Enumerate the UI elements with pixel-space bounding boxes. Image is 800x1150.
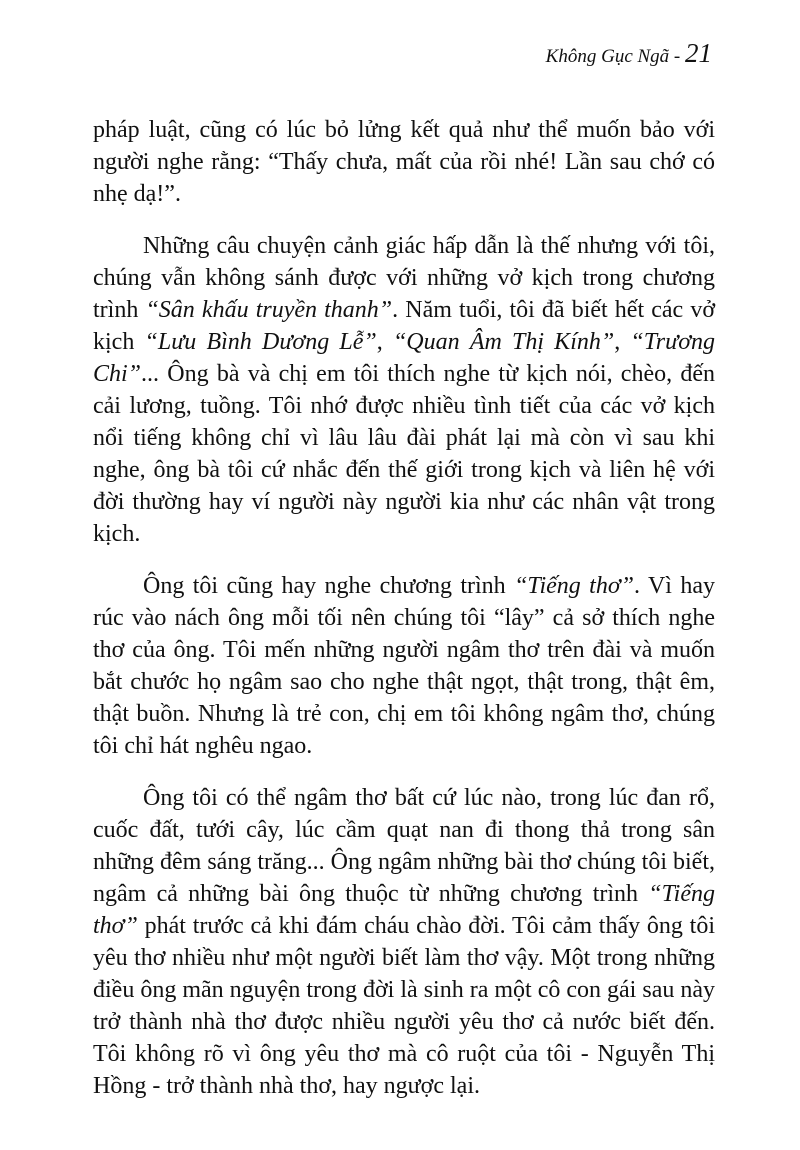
text-span: , [614,329,631,355]
paragraph-3 [93,570,715,762]
header-separator: - [669,46,685,67]
text-span: Ông tôi có thể ngâm thơ bất cứ lúc nào, trong lúc đan rổ, cuốc đất, tưới cây, lúc cầm quạt nan đi thong thả trong sân những đêm sáng trăng... Ông ngâm những bài thơ chúng tôi biết, ngâm cả những bài ông thuộc từ những chương trình [93,785,715,907]
play-title-quan-am-thi-kinh: “Quan Âm Thị Kính” [392,329,615,355]
program-title-tieng-tho: “Tiếng thơ” [514,573,634,599]
paragraph-4 [93,782,715,1102]
text-span: . Vì hay rúc vào nách ông mỗi tối nên chúng tôi “lây” cả sở thích nghe thơ của ông. Tôi mến những người ngâm thơ trên đài và muốn bắt chước họ ngâm sao cho nghe thật ngọt, thật trong, thật êm, thật buồn. Nhưng là trẻ con, chị em tôi không ngâm thơ, chúng tôi chỉ hát nghêu ngao. [93,573,716,759]
play-title-truong-chi: “Trương Chi” [93,329,716,387]
paragraph-2 [93,230,715,550]
text-span: , [376,329,393,355]
text-span: . Năm tuổi, tôi đã biết hết các vở kịch [93,297,716,355]
text-span: Ông tôi cũng hay nghe chương trình [143,573,515,599]
program-title-san-khau-truyen-thanh: “Sân khấu truyền thanh” [145,297,393,323]
paragraph-1 [93,114,715,210]
page-number: 21 [685,38,712,68]
play-title-luu-binh-duong-le: “Lưu Bình Dương Lễ” [144,329,377,355]
running-header [546,38,712,69]
body-text [93,114,715,1122]
text-span: Những câu chuyện cảnh giác hấp dẫn là thế nhưng với tôi, chúng vẫn không sánh được với những vở kịch trong chương trình [93,233,715,323]
program-title-tieng-tho: “Tiếng thơ” [93,881,715,939]
text-span: pháp luật, cũng có lúc bỏ lửng kết quả như thể muốn bảo với người nghe rằng: “Thấy chưa, mất của rồi nhé! Lần sau chớ có nhẹ dạ!”. [93,117,715,207]
book-title: Không Gục Ngã [545,46,670,67]
text-span: phát trước cả khi đám cháu chào đời. Tôi cảm thấy ông tôi yêu thơ nhiều như một người biết làm thơ vậy. Một trong những điều ông mãn nguyện trong đời là sinh ra một cô con gái sau này trở thành nhà thơ được nhiều người yêu thơ cả nước biết đến. Tôi không rõ vì ông yêu thơ mà cô ruột của tôi - Nguyễn Thị Hồng - trở thành nhà thơ, hay ngược lại. [93,913,715,1099]
text-span: ... Ông bà và chị em tôi thích nghe từ kịch nói, chèo, đến cải lương, tuồng. Tôi nhớ được nhiều tình tiết của các vở kịch nổi tiếng không chỉ vì lâu lâu đài phát lại mà còn vì sau khi nghe, ông bà tôi cứ nhắc đến thế giới trong kịch và liên hệ với đời thường hay ví người này người kia như các nhân vật trong kịch. [93,361,715,547]
